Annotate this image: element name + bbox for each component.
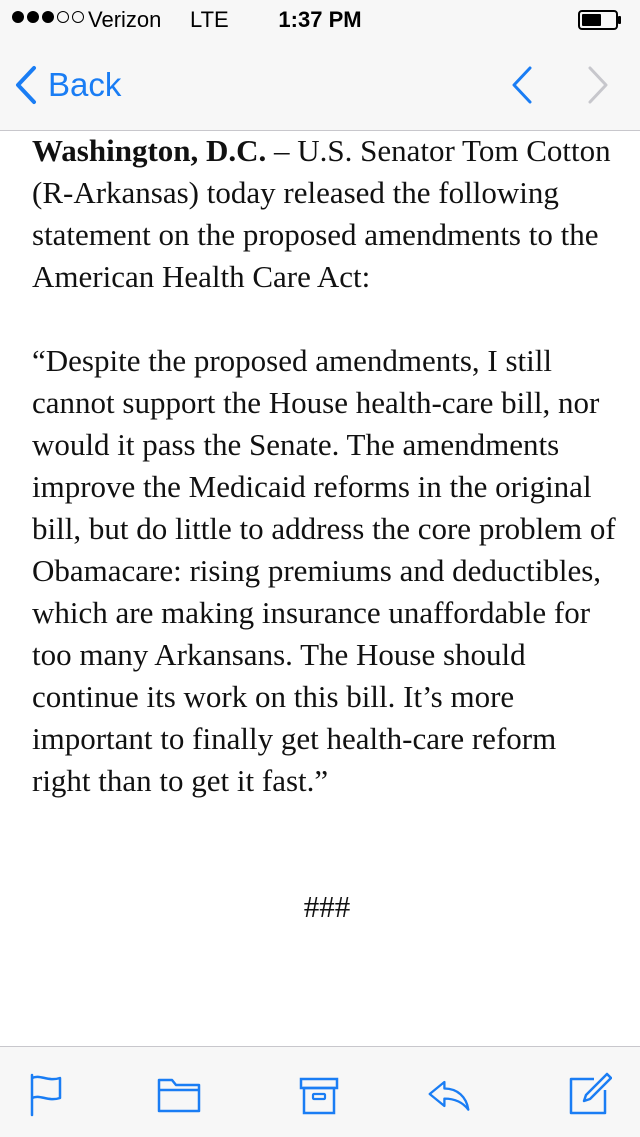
chevron-left-icon (14, 65, 38, 105)
battery-icon (578, 10, 622, 30)
compose-icon[interactable] (566, 1071, 612, 1117)
navigation-bar (0, 40, 640, 131)
carrier-name: Verizon (88, 7, 162, 32)
folder-icon[interactable] (156, 1071, 202, 1117)
back-label: Back (48, 66, 122, 103)
bottom-toolbar (0, 1046, 640, 1137)
end-mark: ### (303, 889, 351, 924)
dateline: Washington, D.C. (32, 133, 267, 168)
archive-icon[interactable] (296, 1071, 342, 1117)
flag-icon[interactable] (24, 1071, 70, 1117)
message-body (32, 130, 622, 928)
next-message-button[interactable] (580, 65, 614, 105)
network-type: LTE (190, 7, 229, 32)
status-bar (0, 0, 640, 40)
intro-paragraph (32, 130, 622, 298)
back-button[interactable] (14, 62, 121, 108)
quote-paragraph: “Despite the proposed amendments, I still cannot support the House health-care bill, nor would it pass the Senate. The amendments improve the Medicaid reforms in the original bill, but do little to address the core problem of Obamacare: rising premiums and deductibles, which are making insurance unaffordable for too many Arkansans. The House should continue its work on this bill. It’s more important to finally get health-care reform right than to get it fast.” (32, 343, 616, 798)
status-time: 1:37 PM (278, 7, 362, 32)
intro-text: – U.S. Senator Tom Cotton (R-Arkansas) today released the following statement on the proposed amendments to the American Health Care Act: (32, 133, 611, 294)
previous-message-button[interactable] (506, 65, 540, 105)
reply-icon[interactable] (426, 1071, 472, 1117)
